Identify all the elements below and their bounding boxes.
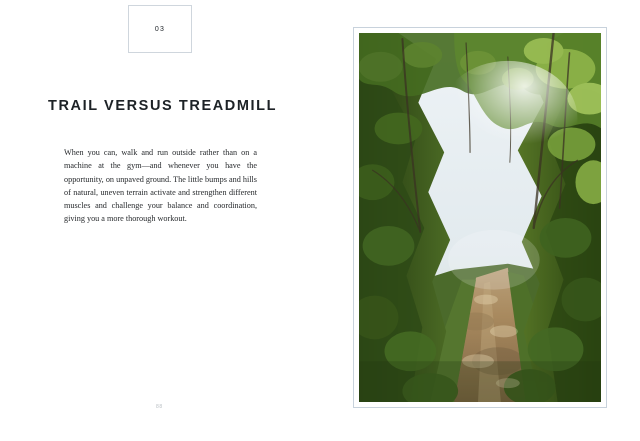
forest-trail-photo <box>359 33 601 402</box>
chapter-number: 03 <box>154 25 166 33</box>
chapter-number-box <box>128 5 192 53</box>
forest-trail-illustration <box>359 33 601 402</box>
page-title: TRAIL VERSUS TREADMILL <box>48 97 278 114</box>
page-folio: 88 <box>156 404 163 410</box>
body-paragraph: When you can, walk and run outside rather than on a machine at the gym—and whenever you have the opportunity, on unpaved ground. The little bumps and hills of natural, uneven terrain activate and strengthen different muscles and challenge your balance and coordination, giving you a more thorough workout. <box>64 148 257 224</box>
photo-frame <box>353 27 607 408</box>
